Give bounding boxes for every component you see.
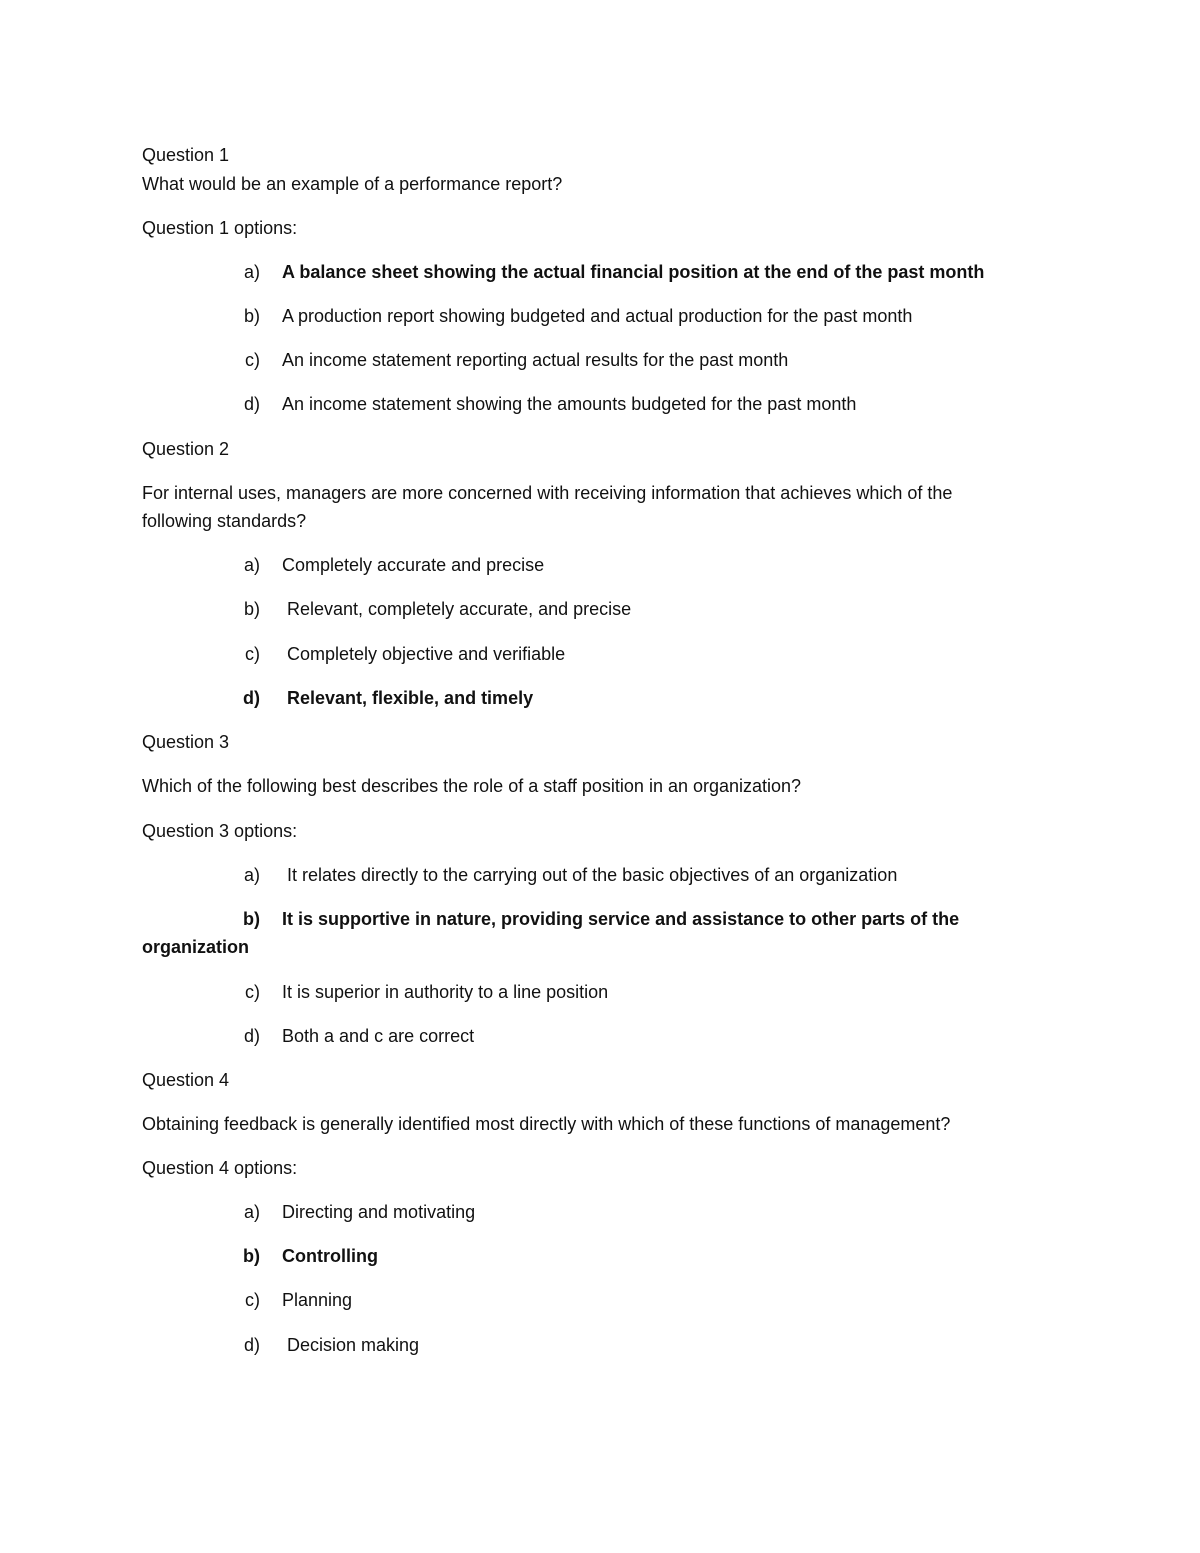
option-letter: c) [245,644,260,664]
option-letter: a) [243,865,260,885]
option-text: A balance sheet showing the actual financial position at the end of the past month [282,262,985,282]
question-1-options-heading: Question 1 options: [142,218,298,238]
option-letter: b) [243,599,260,619]
option-text: Directing and motivating [282,1202,476,1222]
option-letter: b) [243,1246,260,1266]
question-4-heading: Question 4 [142,1070,230,1090]
option-text: It is superior in authority to a line position [282,982,609,1002]
question-2-prompt-line-1: For internal uses, managers are more concerned with receiving information that achieves which of the [142,483,953,503]
option-letter: d) [243,1335,260,1355]
option-letter: d) [243,1026,260,1046]
option-letter: d) [243,688,260,708]
option-text: An income statement reporting actual results for the past month [282,350,789,370]
question-1-prompt: What would be an example of a performance report? [142,174,563,194]
option-text: Controlling [282,1246,378,1266]
option-text: Completely objective and verifiable [287,644,566,664]
option-text: An income statement showing the amounts budgeted for the past month [282,394,857,414]
option-text: It relates directly to the carrying out of the basic objectives of an organization [287,865,898,885]
option-letter: b) [243,306,260,326]
question-2-prompt-line-2: following standards? [142,511,307,531]
option-letter: c) [245,1290,260,1310]
option-letter: b) [243,909,260,929]
option-letter: a) [243,262,260,282]
option-text: A production report showing budgeted and actual production for the past month [282,306,913,326]
question-1-heading: Question 1 [142,145,230,165]
question-3-heading: Question 3 [142,732,230,752]
option-text: Relevant, completely accurate, and precise [287,599,632,619]
question-2-heading: Question 2 [142,439,230,459]
question-3-prompt: Which of the following best describes the role of a staff position in an organization? [142,776,802,796]
question-4-prompt: Obtaining feedback is generally identified most directly with which of these functions of management? [142,1114,951,1134]
option-text: Completely accurate and precise [282,555,545,575]
option-letter: a) [243,1202,260,1222]
question-3-option-b-continuation: organization [142,937,249,957]
option-text: It is supportive in nature, providing service and assistance to other parts of the [282,909,960,929]
option-letter: c) [245,982,260,1002]
question-4-options-heading: Question 4 options: [142,1158,298,1178]
option-text: Relevant, flexible, and timely [287,688,534,708]
option-text: Decision making [287,1335,420,1355]
option-text: Planning [282,1290,353,1310]
question-3-options-heading: Question 3 options: [142,821,298,841]
option-letter: a) [243,555,260,575]
option-letter: c) [245,350,260,370]
option-letter: d) [243,394,260,414]
option-text: Both a and c are correct [282,1026,475,1046]
